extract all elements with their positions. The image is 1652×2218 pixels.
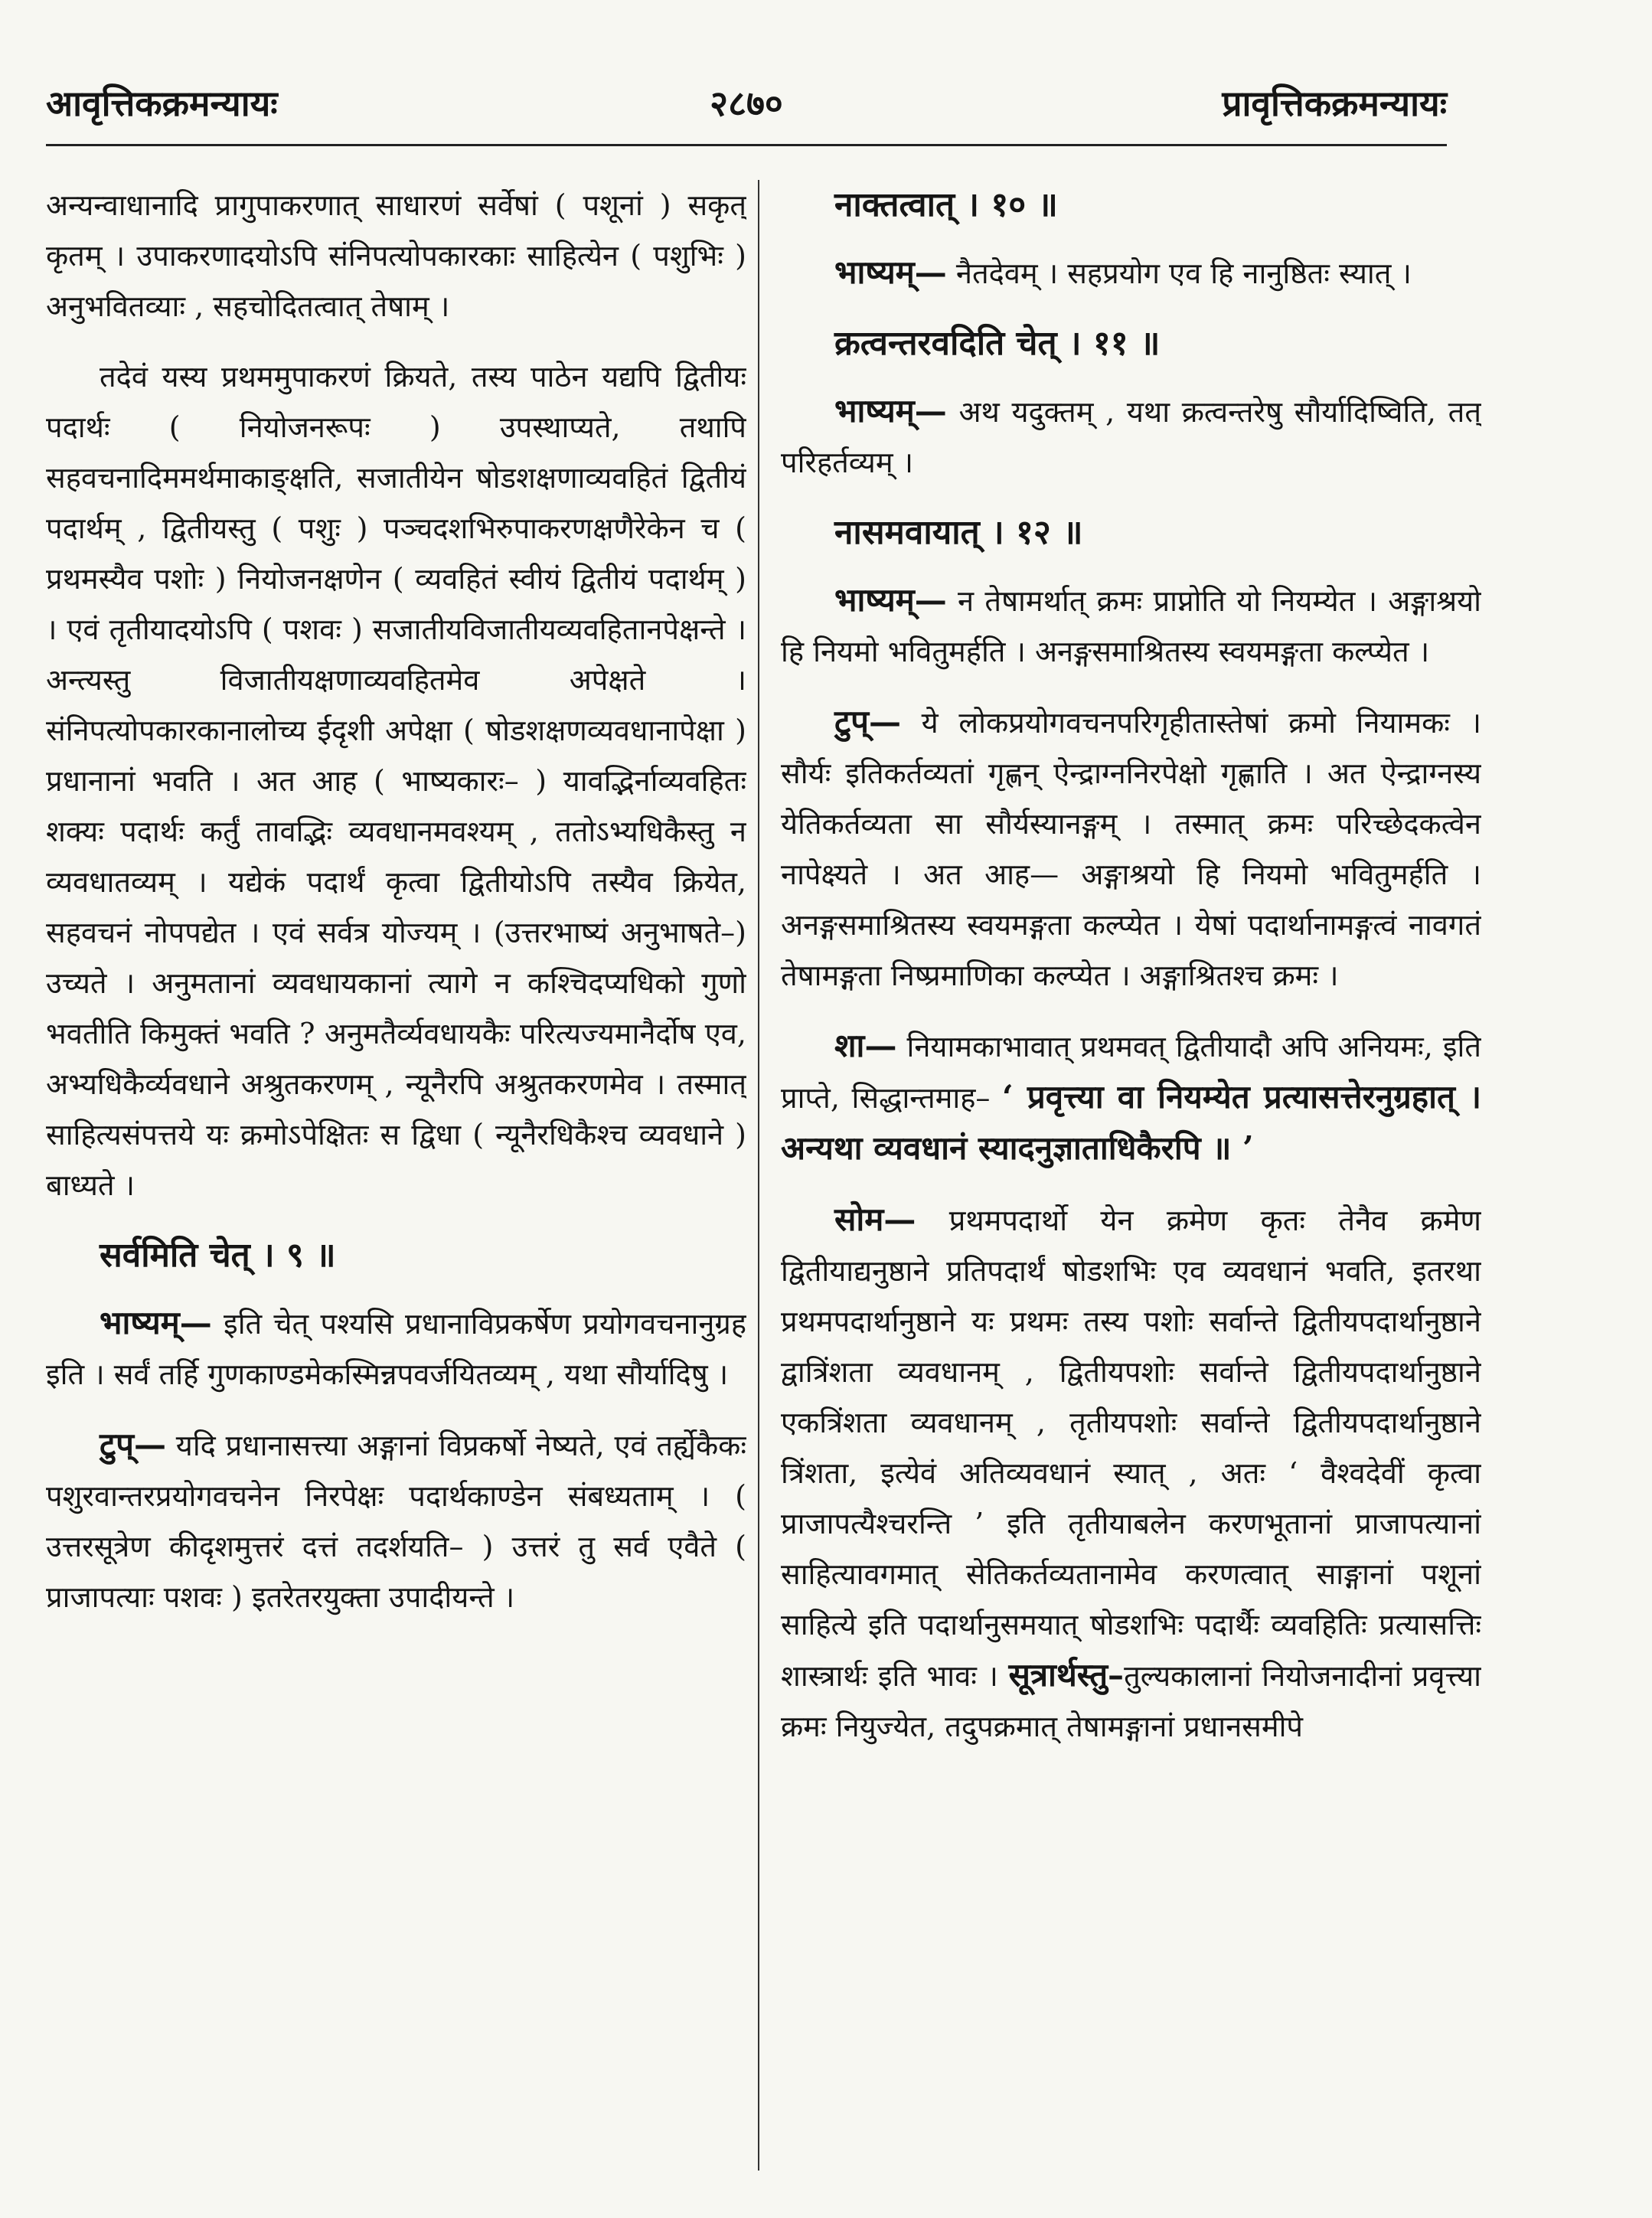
running-title-right: प्रावृत्तिकक्रमन्यायः [1222, 83, 1447, 124]
commentary-label: टुप्— [834, 703, 902, 740]
commentary-label: भाष्यम्— [834, 581, 947, 619]
bhashya-paragraph [46, 1298, 746, 1400]
header-rule [46, 144, 1447, 146]
commentary-label: भाष्यम्— [834, 253, 947, 291]
commentary-text: न तेषामर्थात् क्रमः प्राप्नोति यो नियम्येत । अङ्गाश्रयो हि नियमो भवितुमर्हति । अनङ्गसमाश्रितस्य स्वयमङ्गता कल्प्येत । [781, 584, 1481, 668]
commentary-label: भाष्यम्— [100, 1304, 212, 1341]
commentary-label: शा— [834, 1027, 897, 1064]
commentary-text: ये लोकप्रयोगवचनपरिगृहीतास्तेषां क्रमो नियामकः । सौर्यः इतिकर्तव्यतां गृह्णन् ऐन्द्राग्ननिरपेक्षो गृह्णाति । अत ऐन्द्राग्नस्य येतिकर्तव्यता सा सौर्यस्यानङ्गम् । तस्मात् क्रमः परिच्छेदकत्वेन नापेक्ष्यते । अत आह— अङ्गाश्रयो हि नियमो भवितुमर्हति । अनङ्गसमाश्रितस्य स्वयमङ्गता कल्प्येत । येषां पदार्थानामङ्गत्वं नावगतं तेषामङ्गता निष्प्रमाणिका कल्प्येत । अङ्गाश्रितश्च क्रमः । [781, 706, 1481, 992]
paragraph: तदेवं यस्य प्रथममुपाकरणं क्रियते, तस्य पाठेन यद्यपि द्वितीयः पदार्थः ( नियोजनरूपः ) उपस्थाप्यते, तथापि सहवचनादिममर्थमाकाङ्क्षति, सजातीयेन षोडशक्षणाव्यवहितं द्वितीयं पदार्थम् , द्वितीयस्तु ( पशुः ) पञ्चदशभिरुपाकरणक्षणैरेकेन च ( प्रथमस्यैव पशोः ) नियोजनक्षणेन ( व्यवहितं स्वीयं द्वितीयं पदार्थम् ) । एवं तृतीयादयोऽपि ( पशवः ) सजातीयविजातीयव्यवहितानपेक्षन्ते । अन्त्यस्तु विजातीयक्षणाव्यवहितमेव अपेक्षते । संनिपत्योपकारकानालोच्य ईदृशी अपेक्षा ( षोडशक्षणव्यवधानापेक्षा ) प्रधानानां भवति । अत आह ( भाष्यकारः– ) यावद्भिर्नाव्यवहितः शक्यः पदार्थः कर्तुं तावद्भिः व्यवधानमवश्यम् , ततोऽभ्यधिकैस्तु न व्यवधातव्यम् । यद्येकं पदार्थं कृत्वा द्वितीयोऽपि तस्यैव क्रियेत, सहवचनं नोपपद्येत । एवं सर्वत्र योज्यम् । (उत्तरभाष्यं अनुभाषते–) उच्यते । अनुमतानां व्यवधायकानां त्यागे न कश्चिदप्यधिको गुणो भवतीति किमुक्तं भवति ? अनुमतैर्व्यवधायकैः परित्यज्यमानैर्दोष एव, अभ्यधिकैर्व्यवधाने अश्रुतकरणम् , न्यूनैरपि अश्रुतकरणमेव । तस्मात् साहित्यसंपत्तये यः क्रमोऽपेक्षितः स द्विधा ( न्यूनैरधिकैश्च व्यवधाने ) बाध्यते । [46, 360, 746, 1202]
bhashya-paragraph [781, 247, 1481, 299]
commentary-text: यदि प्रधानासत्त्या अङ्गानां विप्रकर्षो नेष्यते, एवं तर्ह्येकैकः पशुरवान्तरप्रयोगवचनेन निरपेक्षः पदार्थकाण्डेन संबध्यताम् । ( उत्तरसूत्रेण कीदृशमुत्तरं दत्तं तदर्शयति– ) उत्तरं तु सर्व एवैते ( प्राजापत्याः पशवः ) इतरेतरयुक्ता उपादीयन्ते । [46, 1429, 746, 1614]
sutra-heading: सर्वमिति चेत् । ९ ॥ [100, 1236, 336, 1275]
commentary-text: इति चेत् पश्यसि प्रधानाविप्रकर्षेण प्रयोगवचनानुग्रह इति । सर्वं तर्हि गुणकाण्डमेकस्मिन्नपवर्जयितव्यम् , यथा सौर्यादिषु । [46, 1307, 746, 1391]
commentary-text: नियामकाभावात् प्रथमवत् द्वितीयादौ अपि अनियमः, इति प्राप्ते, सिद्धान्तमाह– [781, 1030, 1481, 1115]
running-title-left: आवृत्तिकक्रमन्यायः [46, 83, 278, 124]
sutra-heading: क्रत्वन्तरवदिति चेत् । ११ ॥ [834, 324, 1161, 363]
bhashya-paragraph [781, 575, 1481, 677]
page-number: २८७० [710, 83, 783, 124]
left-column [46, 180, 746, 2186]
column-divider [758, 180, 759, 2171]
paragraph: अन्यन्वाधानादि प्रागुपाकरणात् साधारणं सर्वेषां ( पशूनां ) सकृत् कृतम् । उपाकरणादयोऽपि संनिपत्योपकारकाः साहित्येन ( पशुभिः ) अनुभवितव्याः , सहचोदितत्वात् तेषाम् । [46, 188, 746, 323]
right-column [781, 180, 1481, 2186]
sutra-heading: नाक्तत्वात् । १० ॥ [834, 185, 1058, 224]
page-header [46, 73, 1447, 134]
commentary-label: टुप्— [100, 1426, 167, 1463]
tup-paragraph [781, 697, 1481, 1001]
bhashya-paragraph [781, 386, 1481, 488]
sutra-heading: नासमवायात् । १२ ॥ [834, 513, 1083, 552]
soma-paragraph [781, 1194, 1481, 1752]
commentary-label: सोम— [834, 1200, 916, 1238]
siddhanta-verse: ‘ प्रवृत्त्या वा नियम्येत प्रत्यासत्तेरनुग्रहात् । अन्यथा व्यवधानं स्यादनुज्ञाताधिकैरपि ॥ ’ [781, 1078, 1481, 1167]
commentary-text: तुल्यकालानां नियोजनादीनां प्रवृत्त्या क्रमः नियुज्येत, तदुपक्रमात् तेषामङ्गानां प्रधानसमीपे [781, 1659, 1481, 1743]
shastradipika-paragraph [781, 1021, 1481, 1174]
commentary-text: अथ यदुक्तम् , यथा क्रत्वन्तरेषु सौर्यादिष्विति, तत् परिहर्तव्यम् । [781, 395, 1481, 479]
commentary-text: नैतदेवम् । सहप्रयोग एव हि नानुष्ठितः स्यात् । [946, 256, 1412, 290]
commentary-text: प्रथमपदार्थो येन क्रमेण कृतः तेनैव क्रमेण द्वितीयाद्यनुष्ठाने प्रतिपदार्थं षोडशभिः एव व्यवधानं भवति, इतरथा प्रथमपदार्थानुष्ठाने यः प्रथमः तस्य पशोः सर्वान्ते द्वितीयपदार्थानुष्ठाने द्वात्रिंशता व्यवधानम् , द्वितीयपशोः सर्वान्ते द्वितीयपदार्थानुष्ठाने एकत्रिंशता व्यवधानम् , तृतीयपशोः सर्वान्ते द्वितीयपदार्थानुष्ठाने त्रिंशता, इत्येवं अतिव्यवधानं स्यात् , अतः ‘ वैश्वदेवीं कृत्वा प्राजापत्यैश्चरन्ति ’ इति तृतीयाबलेन करणभूतानां प्राजापत्यानां साहित्यावगमात् सेतिकर्तव्यतानामेव करणत्वात् साङ्गानां पशूनां साहित्ये इति पदार्थानुसमयात् षोडशभिः पदार्थैः व्यवहितिः प्रत्यासत्तिः शास्त्रार्थः इति भावः । [781, 1204, 1481, 1693]
sutrartha-label: सूत्रार्थस्तु– [1008, 1656, 1125, 1694]
commentary-label: भाष्यम्— [834, 392, 947, 430]
tup-paragraph [46, 1419, 746, 1622]
